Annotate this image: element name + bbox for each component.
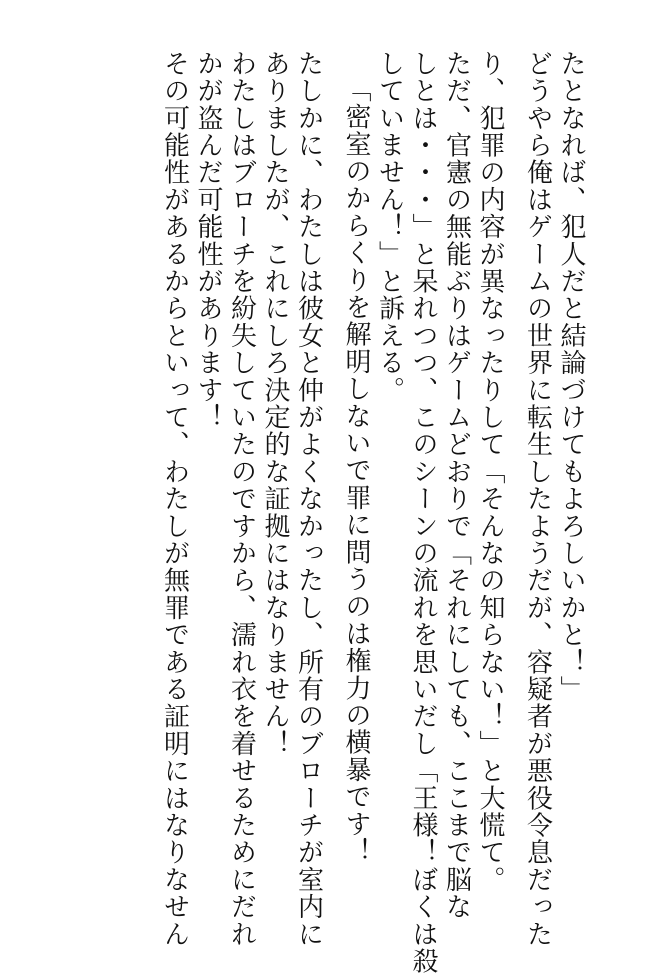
text-column: その可能性があるからといって、わたしが無罪である証明にはなりなせん <box>159 50 190 948</box>
text-column: ありましたが、これにしろ決定的な証拠にはなりません！ <box>260 50 290 758</box>
text-column: しとは・・・」と呆れつつ、このシーンの流れを思いだし「王様！ぼくは殺 <box>408 50 438 975</box>
text-column: していません！」と訴える。 <box>374 50 405 404</box>
text-column: たしかに、わたしは彼女と仲がよくなかったし、所有のブローチが室内に <box>293 50 324 948</box>
text-column: 「密室のからくりを解明しないで罪に問うのは権力の横暴です！ <box>341 76 371 865</box>
text-column: ただ、官憲の無能ぶりはゲームどおりで「それにしても、ここまで脳な <box>441 50 472 921</box>
vertical-text-body <box>157 50 587 975</box>
text-column: かが盗んだ可能性があります！ <box>193 50 223 431</box>
text-column: どうやら俺はゲームの世界に転生したようだが、容疑者が悪役令息だった <box>522 50 553 948</box>
text-column: わたしはブローチを紛失していたのですから、濡れ衣を着せるためにだれ <box>226 50 257 948</box>
text-column: たとなれば、犯人だと結論づけてもよろしいかと！」 <box>556 50 586 703</box>
text-column: り、犯罪の内容が異なったりして「そんなの知らない！」と大慌て。 <box>475 50 505 894</box>
